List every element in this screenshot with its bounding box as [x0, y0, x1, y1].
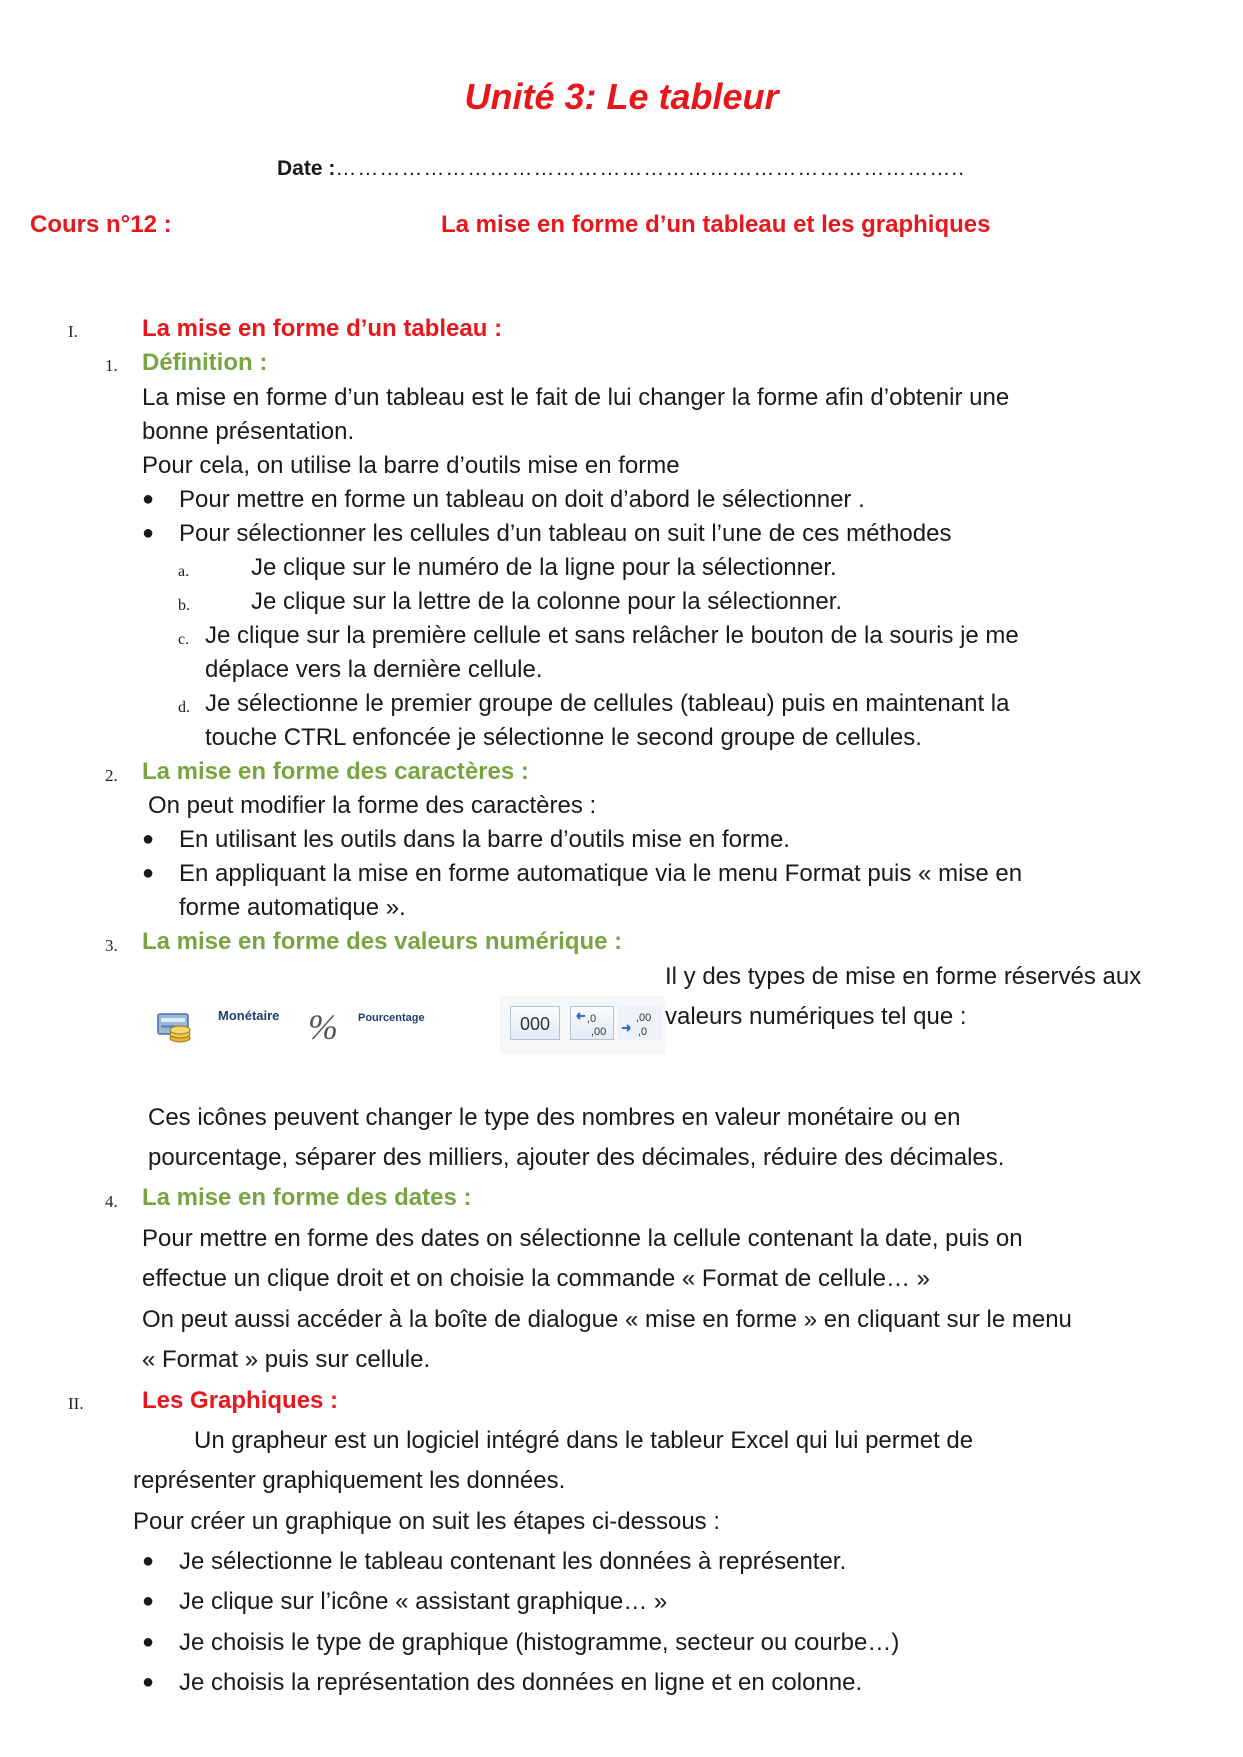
list-item: Pour mettre en forme un tableau on doit d’abord le sélectionner .	[179, 486, 865, 513]
sub-3-side-line: valeurs numériques tel que :	[665, 1003, 967, 1030]
bullet-icon: ●	[142, 1671, 155, 1693]
list-item: Je clique sur l’icône « assistant graphique… »	[179, 1588, 668, 1615]
definition-line-2: bonne présentation.	[142, 418, 355, 445]
currency-label: Monétaire	[218, 1008, 280, 1023]
date-label: Date :	[277, 157, 336, 180]
bullet-icon: ●	[142, 1550, 155, 1572]
thousands-separator-button[interactable]: 000	[510, 1006, 560, 1040]
decrease-decimal-icon[interactable]	[618, 1006, 662, 1040]
percent-icon[interactable]: %	[308, 1007, 338, 1047]
sub-2-number: 2.	[105, 766, 118, 785]
sub-3-side-line: Il y des types de mise en forme réservés aux	[665, 963, 1142, 990]
section-1-heading: La mise en forme d’un tableau :	[142, 315, 503, 342]
percent-label: Pourcentage	[358, 1012, 425, 1024]
list-item: Pour sélectionner les cellules d’un tableau on suit l’une de ces méthodes	[179, 520, 952, 547]
svg-text:,0: ,0	[638, 1026, 648, 1038]
number-format-toolbar	[150, 996, 665, 1054]
method-text: déplace vers la dernière cellule.	[205, 656, 543, 683]
sub-3-after-line: Ces icônes peuvent changer le type des nombres en valeur monétaire ou en	[148, 1104, 961, 1131]
course-number: Cours n°12 :	[30, 211, 172, 238]
section-1-numeral: I.	[68, 322, 78, 341]
method-text: Je sélectionne le premier groupe de cellules (tableau) puis en maintenant la	[205, 690, 1010, 717]
bullet-icon: ●	[142, 828, 155, 850]
list-item: Je sélectionne le tableau contenant les données à représenter.	[179, 1548, 847, 1575]
list-item: En appliquant la mise en forme automatique via le menu Format puis « mise en	[179, 860, 1023, 887]
sub-2-heading: La mise en forme des caractères :	[142, 758, 529, 785]
page-title: Unité 3: Le tableur	[464, 76, 779, 117]
sub-3-heading: La mise en forme des valeurs numérique :	[142, 928, 623, 955]
svg-text:,0: ,0	[587, 1013, 597, 1025]
sub-3-after-line: pourcentage, séparer des milliers, ajouter des décimales, réduire des décimales.	[148, 1144, 1005, 1171]
bullet-icon: ●	[142, 488, 155, 510]
list-item-continued: forme automatique ».	[179, 894, 406, 921]
sub-4-line: Pour mettre en forme des dates on sélectionne la cellule contenant la date, puis on	[142, 1225, 1023, 1252]
sub-4-number: 4.	[105, 1192, 118, 1211]
list-item: Je choisis le type de graphique (histogramme, secteur ou courbe…)	[179, 1629, 900, 1656]
bullet-icon: ●	[142, 1631, 155, 1653]
list-item: Je choisis la représentation des données en ligne et en colonne.	[179, 1669, 863, 1696]
method-letter: d.	[178, 699, 190, 716]
sub-1-number: 1.	[105, 356, 118, 375]
method-text: Je clique sur la lettre de la colonne pour la sélectionner.	[251, 588, 843, 615]
increase-decimal-icon[interactable]	[570, 1006, 614, 1040]
method-letter: b.	[178, 597, 190, 614]
sub-3-number: 3.	[105, 936, 118, 955]
method-text: Je clique sur la première cellule et sans relâcher le bouton de la souris je me	[205, 622, 1019, 649]
course-title: La mise en forme d’un tableau et les graphiques	[441, 211, 991, 238]
method-letter: a.	[178, 563, 190, 580]
definition-line-1: La mise en forme d’un tableau est le fait de lui changer la forme afin d’obtenir une	[142, 384, 1010, 411]
section-2-numeral: II.	[68, 1394, 84, 1413]
section-2-heading: Les Graphiques :	[142, 1387, 339, 1414]
section-2-line: Pour créer un graphique on suit les étapes ci-dessous :	[133, 1508, 721, 1535]
sub-4-line: effectue un clique droit et on choisie la commande « Format de cellule… »	[142, 1265, 930, 1292]
bullet-icon: ●	[142, 1590, 155, 1612]
sub-1-heading: Définition :	[142, 349, 268, 376]
list-item: En utilisant les outils dans la barre d’outils mise en forme.	[179, 826, 790, 853]
date-dots: …………………………………………………………………………..	[335, 157, 966, 180]
method-letter: c.	[178, 631, 190, 648]
method-text: touche CTRL enfoncée je sélectionne le second groupe de cellules.	[205, 724, 922, 751]
currency-icon[interactable]	[156, 1010, 198, 1046]
sub-4-line: « Format » puis sur cellule.	[142, 1346, 431, 1373]
definition-line-3: Pour cela, on utilise la barre d’outils mise en forme	[142, 452, 680, 479]
svg-text:,00: ,00	[636, 1012, 652, 1024]
section-2-line: représenter graphiquement les données.	[133, 1467, 566, 1494]
sub-2-intro: On peut modifier la forme des caractères :	[148, 792, 597, 819]
svg-text:,00: ,00	[591, 1026, 607, 1038]
bullet-icon: ●	[142, 862, 155, 884]
sub-4-heading: La mise en forme des dates :	[142, 1184, 472, 1211]
method-text: Je clique sur le numéro de la ligne pour la sélectionner.	[251, 554, 837, 581]
bullet-icon: ●	[142, 522, 155, 544]
sub-4-line: On peut aussi accéder à la boîte de dialogue « mise en forme » en cliquant sur le menu	[142, 1306, 1072, 1333]
section-2-line: Un grapheur est un logiciel intégré dans le tableur Excel qui lui permet de	[194, 1427, 974, 1454]
date-line	[277, 157, 965, 181]
